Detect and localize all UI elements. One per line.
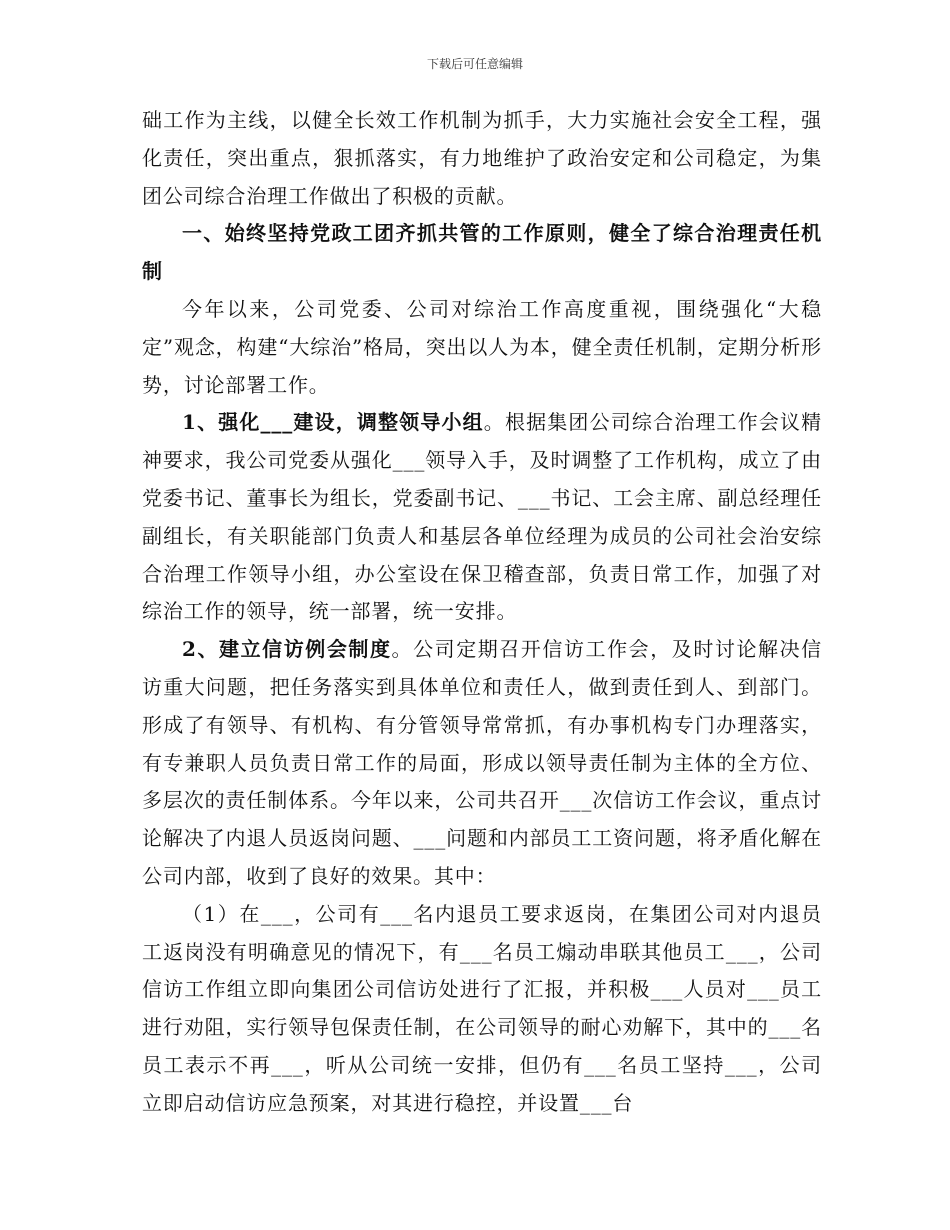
item-2-text: 。公司定期召开信访工作会，及时讨论解决信访重大问题，把任务落实到具体单位和责任人，做到责任到人、到部门。形成了有领导、有机构、有分管领导常常抓，有办事机构专门办理落实，有专兼职人员负责日常工作的局面，形成以领导责任制为主体的全方位、多层次的责任制体系。今年以来，公司共召开___次信访工作会议，重点讨论解决了内退人员返岗问题、___问题和内部员工工资问题，将矛盾化解在公司内部，收到了良好的效果。其中： bbox=[142, 637, 822, 888]
document-body bbox=[142, 102, 822, 1123]
item-1-text: 。根据集团公司综合治理工作会议精神要求，我公司党委从强化___领导入手，及时调整了工作机构，成立了由党委书记、董事长为组长，党委副书记、___书记、工会主席、副总经理任副组长，有关职能部门负责人和基层各单位经理为成员的公司社会治安综合治理工作领导小组，办公室设在保卫稽查部，负责日常工作，加强了对综治工作的领导，统一部署，统一安排。 bbox=[142, 410, 822, 624]
page-header-note: 下载后可任意编辑 bbox=[426, 57, 523, 71]
sub-item-1-paragraph: （1）在___，公司有___名内退员工要求返岗，在集团公司对内退员工返岗没有明确意见的情况下，有___名员工煽动串联其他员工___，公司信访工作组立即向集团公司信访处进行了汇报，并积极___人员对___员工进行劝阻，实行领导包保责任制，在公司领导的耐心劝解下，其中的___名员工表示不再___，听从公司统一安排，但仍有___名员工坚持___，公司立即启动信访应急预案，对其进行稳控，并设置___台 bbox=[142, 901, 822, 1115]
item-1-paragraph bbox=[142, 404, 822, 631]
paragraph-1: 今年以来，公司党委、公司对综治工作高度重视，围绕强化“大稳定”观念，构建“大综治”格局，突出以人为本，健全责任机制，定期分析形势，讨论部署工作。 bbox=[142, 296, 822, 397]
item-2-paragraph bbox=[142, 631, 822, 896]
intro-paragraph: 础工作为主线，以健全长效工作机制为抓手，大力实施社会安全工程，强化责任，突出重点，狠抓落实，有力地维护了政治安定和公司稳定，为集团公司综合治理工作做出了积极的贡献。 bbox=[142, 108, 822, 208]
item-2-title: 2、建立信访例会制度 bbox=[182, 637, 392, 662]
section-heading-1: 一、始终坚持党政工团齐抓共管的工作原则，健全了综合治理责任机制 bbox=[142, 221, 822, 284]
item-1-title: 1、强化___建设，调整领导小组 bbox=[182, 410, 484, 435]
